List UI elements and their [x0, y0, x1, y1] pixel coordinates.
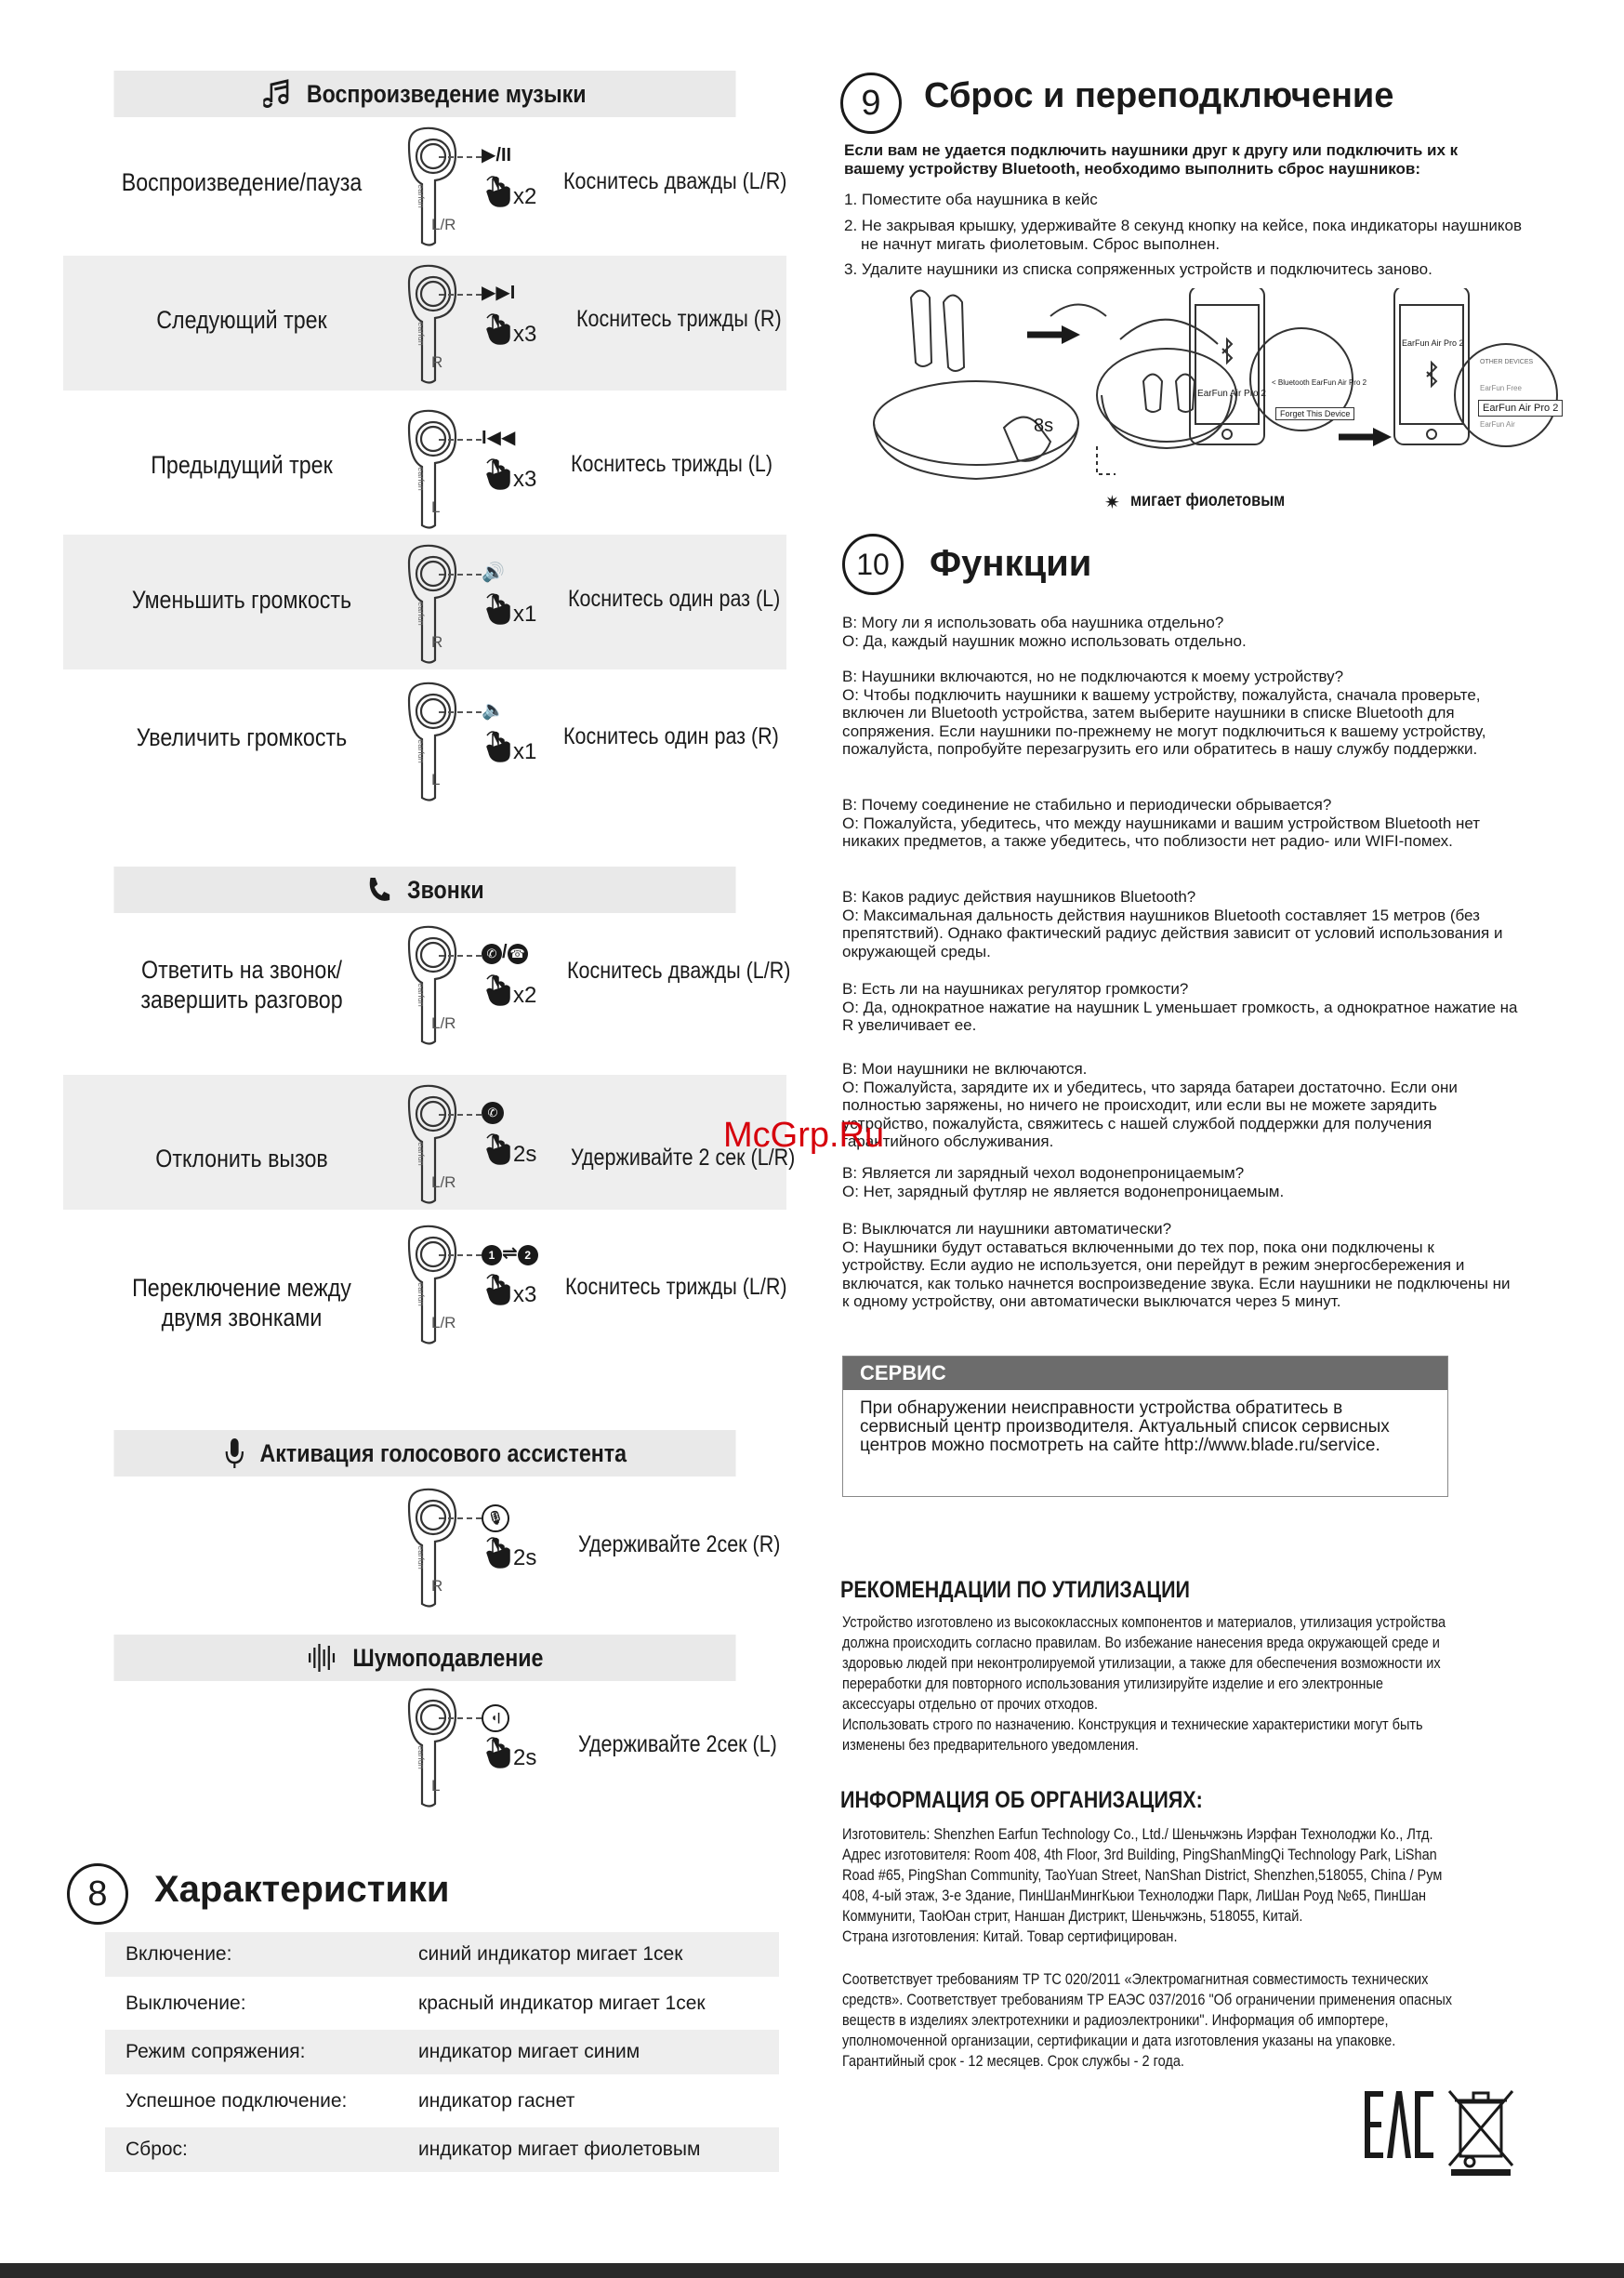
spec-row — [105, 1932, 779, 1977]
faq-item — [842, 1220, 1521, 1311]
tap-count: x2 — [513, 983, 537, 1008]
spec-row — [105, 2030, 779, 2074]
specs-title: Характеристики — [154, 1869, 450, 1910]
earbud-brand-text: earfun — [416, 1545, 426, 1569]
weee-bin-icon — [1444, 2087, 1518, 2181]
earbud-side-label: R — [431, 1577, 443, 1595]
reject-call-icon: ✆ — [482, 1101, 504, 1124]
play-pause-icon: ▶/II — [482, 145, 512, 166]
service-header: СЕРВИС — [843, 1357, 1447, 1390]
faq-question: В: Наушники включаются, но не подключаются к моему устройству? — [842, 668, 1344, 685]
faq-answer: О: Нет, зарядный футляр не является водонепроницаемым. — [842, 1182, 1285, 1200]
tap-hand-icon — [483, 175, 513, 213]
section-number-8: 8 — [67, 1863, 128, 1925]
reset-step-3: 3. Удалите наушники из списка сопряженных устройств и подключитесь заново. — [844, 260, 1433, 278]
spec-row — [105, 2079, 779, 2124]
recycling-title: РЕКОМЕНДАЦИИ ПО УТИЛИЗАЦИИ — [840, 1577, 1190, 1603]
sound-wave-icon — [307, 1642, 338, 1674]
gesture-row-music — [0, 264, 837, 385]
earbud-brand-text: earfun — [416, 184, 426, 208]
spec-row — [105, 1981, 779, 2026]
earbud-side-label: R — [431, 353, 443, 371]
noise-cancel-icon: ◖| — [482, 1704, 509, 1732]
gesture-action: Коснитесь дважды (L/R) — [563, 168, 787, 194]
anc-section-header — [113, 1635, 735, 1681]
tap-count: x1 — [513, 739, 537, 764]
earbud-brand-text: earfun — [416, 983, 426, 1007]
faq-answer: О: Максимальная дальность действия наушников Bluetooth составляет 15 метров (без препятствий). Однако фактический радиус действия зависит от условий использования и окружающей среды. — [842, 906, 1503, 960]
tap-hand-icon — [483, 1736, 513, 1774]
phone1-popup-title: < Bluetooth EarFun Air Pro 2 — [1272, 378, 1367, 387]
spec-row — [105, 2127, 779, 2172]
faq-item — [842, 1164, 1521, 1200]
spec-key: Включение: — [125, 1943, 232, 1965]
spec-value: синий индикатор мигает 1сек — [418, 1943, 683, 1965]
dashed-connector — [439, 711, 482, 713]
tap-count: 2s — [513, 1745, 537, 1770]
phone2-list-item-2[interactable]: EarFun Air Pro 2 — [1478, 400, 1563, 417]
dashed-connector — [439, 1114, 482, 1116]
phone2-list-title: OTHER DEVICES — [1480, 359, 1534, 365]
anc-header-label: Шумоподавление — [352, 1643, 544, 1672]
dashed-connector — [439, 439, 482, 441]
tap-hand-icon — [483, 457, 513, 496]
microphone-icon — [223, 1437, 245, 1470]
faq-item — [842, 668, 1521, 759]
recycling-text: Устройство изготовлено из высококлассных компонентов и материалов, утилизация устройства должна происходить согласно правилам. Во избежание нанесения вреда окружающей среде и здоровью людей при неконтролируемой утилизации, а также для обеспечения возможности их переработки для повторного использования утилизируйте изделие и его электронные аксессуары отдельно от прочих отходов. Использовать строго по назначению. Конструкция и технические характеристики могут быть изменены без предварительного уведомления. — [842, 1614, 1446, 1754]
music-section-header — [113, 71, 735, 117]
org-text: Изготовитель: Shenzhen Earfun Technology Co., Ltd./ Шеньчжэнь Иэрфан Технолоджи Ко., Лтд. Адрес изготовителя: Room 408, 4th Floor, 3rd Building, PingShanMingQi Technology Park, LiShan Road #65, PingShan Community, TaoYuan Street, NanShan District, Shenzhen,518055, China / Рум 408, 4-ый этаж, 3-е Здание, ПинШанМингКьюи Технолоджи Парк, ЛиШан Роуд №65, ПинШан Коммунити, ТаоЮан стрит, Наншан Дистрикт, Шеньчжэнь, 518055, Китай. Страна изготовления: Китай. Товар сертифицирован. — [842, 1826, 1443, 1945]
faq-title: Функции — [930, 543, 1092, 584]
faq-answer: О: Да, каждый наушник можно использовать отдельно. — [842, 631, 1247, 650]
blink-purple-label: мигает фиолетовым — [1130, 491, 1286, 510]
volume-down-icon: 🔊 — [482, 563, 505, 583]
calls-section-header — [113, 867, 735, 913]
dashed-connector — [439, 294, 482, 296]
gesture-row-music — [0, 126, 837, 247]
org-compliance-text: Соответствует требованиям ТР ТС 020/2011 «Электромагнитная совместимость технических средств». Соответствует требованиям ТР ЕАЭС 037/2016 "Об ограничении применения опасных веществ в изделиях электротехники и радиоэлектроники". Информация об импортере, уполномоченной организации, сертификации и дата изготовления указаны на упаковке. Гарантийный срок - 12 месяцев. Срок службы - 2 года. — [842, 1971, 1453, 2070]
faq-question: В: Мои наушники не включаются. — [842, 1060, 1088, 1078]
gesture-label: Уменьшить громкость — [131, 586, 352, 614]
faq-answer: О: Пожалуйста, убедитесь, что между наушниками и вашим устройством Bluetooth нет никаких предметов, а также убедитесь, что поблизости нет радио- или WIFI-помех. — [842, 814, 1481, 851]
faq-question: В: Почему соединение не стабильно и периодически обрывается? — [842, 796, 1332, 814]
gesture-label: Отклонить вызов — [155, 1145, 328, 1172]
gesture-row-music — [0, 409, 837, 530]
spec-value: индикатор мигает синим — [418, 2041, 640, 2062]
faq-question: В: Выключатся ли наушники автоматически? — [842, 1220, 1172, 1238]
page-bottom-bar — [0, 2263, 1624, 2278]
gesture-action: Коснитесь один раз (L) — [568, 586, 781, 612]
earbud-brand-text: earfun — [416, 739, 426, 763]
spec-value: индикатор гаснет — [418, 2089, 575, 2112]
earbud-brand-text: earfun — [416, 1142, 426, 1166]
tap-hand-icon — [483, 1132, 513, 1171]
earbud-side-label: L/R — [431, 1014, 456, 1032]
gesture-row-music — [0, 544, 837, 665]
dashed-connector — [439, 156, 482, 158]
service-text: При обнаружении неисправности устройства обратитесь в сервисный центр производителя. Актуальный список сервисных центров можно посмотреть на сайте http://www.blade.ru/service. — [860, 1398, 1390, 1455]
hold-8s-label: 8s — [1034, 416, 1054, 436]
earbud-side-label: L/R — [431, 1314, 456, 1331]
spec-key: Успешное подключение: — [125, 2089, 348, 2112]
spec-key: Режим сопряжения: — [125, 2041, 306, 2062]
faq-item — [842, 614, 1521, 650]
tap-hand-icon — [483, 973, 513, 1012]
dashed-connector — [439, 1717, 482, 1719]
gesture-action: Коснитесь трижды (L/R) — [565, 1274, 787, 1300]
answer-end-call-icon: ✆ / ☎ — [482, 942, 528, 964]
faq-question: В: Есть ли на наушниках регулятор громкости? — [842, 980, 1189, 998]
music-header-label: Воспроизведение музыки — [306, 79, 587, 108]
tap-hand-icon — [483, 312, 513, 351]
switch-call-icon: 1 ⇌ 2 — [482, 1241, 538, 1265]
tap-count: x1 — [513, 602, 537, 627]
service-box — [842, 1356, 1448, 1497]
eac-logo — [1363, 2087, 1437, 2162]
spec-value: индикатор мигает фиолетовым — [418, 2139, 701, 2160]
gesture-row-call — [0, 925, 837, 1046]
phone2-list-item-1[interactable]: EarFun Free — [1480, 384, 1522, 392]
music-note-icon — [263, 77, 292, 111]
reset-illustration — [865, 288, 1562, 521]
reset-step-2: 2. Не закрывая крышку, удерживайте 8 секунд кнопку на кейсе, пока индикаторы наушников не начнут мигать фиолетовым. Сброс выполнен. — [844, 217, 1523, 253]
section-number-10: 10 — [842, 534, 904, 595]
section-number-9: 9 — [840, 73, 902, 134]
gesture-action: Удерживайте 2сек (R) — [578, 1531, 781, 1557]
spec-value: красный индикатор мигает 1сек — [418, 1992, 706, 2014]
earbud-brand-text: earfun — [416, 602, 426, 626]
faq-item — [842, 888, 1521, 960]
gesture-label: Следующий трек — [156, 306, 327, 334]
gesture-label: Увеличить громкость — [136, 723, 348, 751]
reset-step-1: 1. Поместите оба наушника в кейс — [844, 191, 1098, 208]
earbud-side-label: L — [431, 771, 441, 788]
faq-answer: О: Чтобы подключить наушники к вашему устройству, пожалуйста, сначала проверьте, включен ли Bluetooth устройства, затем выберите наушники в списке Bluetooth для сопряжения. Если наушники по-прежнему не могут подключиться к вашему устройству, пожалуйста, попробуйте перезагрузить его или обратитесь в нашу службу поддержки. — [842, 685, 1486, 759]
tap-hand-icon — [483, 730, 513, 768]
spec-key: Выключение: — [125, 1992, 246, 2014]
earbud-side-label: L — [431, 498, 441, 516]
tap-count: 2s — [513, 1142, 537, 1167]
blink-indicator-icon: ✷ — [1104, 493, 1120, 513]
phone1-forget-button[interactable]: Forget This Device — [1275, 407, 1354, 420]
gesture-action: Коснитесь трижды (R) — [576, 306, 782, 332]
dashed-connector — [439, 1254, 482, 1256]
dashed-connector — [439, 574, 482, 576]
gesture-label: Переключение между двумя звонками — [132, 1274, 351, 1331]
phone-icon — [365, 874, 392, 906]
org-title: ИНФОРМАЦИЯ ОБ ОРГАНИЗАЦИЯХ: — [840, 1787, 1203, 1813]
faq-item — [842, 796, 1521, 851]
gesture-label: Воспроизведение/пауза — [121, 168, 363, 196]
reset-title: Сброс и переподключение — [924, 76, 1394, 115]
earbud-brand-text: earfun — [416, 467, 426, 491]
earbud-side-label: L/R — [431, 216, 456, 233]
faq-item — [842, 1060, 1521, 1151]
volume-up-icon: 🔈 — [482, 700, 505, 721]
faq-answer: О: Пожалуйста, зарядите их и убедитесь, что заряда батареи достаточно. Если они полностью заряжены, но ничего не происходит, или если вы не можете зарядить устройство, пожалуйста, свяжитесь с нашей службой поддержки для получения гарантийного обслуживания. — [842, 1078, 1458, 1151]
tap-count: x3 — [513, 1282, 537, 1307]
tap-count: 2s — [513, 1545, 537, 1570]
phone2-list-item-3[interactable]: EarFun Air — [1480, 420, 1515, 429]
tap-hand-icon — [483, 592, 513, 630]
faq-question: В: Является ли зарядный чехол водонепроницаемым? — [842, 1164, 1245, 1182]
reset-intro: Если вам не удается подключить наушники друг к другу или подключить их к вашему устройству Bluetooth, необходимо выполнить сброс наушников: — [844, 141, 1459, 178]
faq-answer: О: Наушники будут оставаться включенными до тех пор, пока они подключены к устройству. Если аудио не используется, они перейдут в режим энергосбережения и включатся, как только начнется воспроизведение звука. Если наушники не подключены ни к одному устройству, они автоматически выключатся через 5 минут. — [842, 1238, 1511, 1311]
faq-question: В: Могу ли я использовать оба наушника отдельно? — [842, 614, 1224, 631]
tap-count: x3 — [513, 322, 537, 347]
gesture-row-call — [0, 1084, 837, 1205]
next-track-icon: ▶▶I — [482, 283, 516, 303]
gesture-label: Ответить на звонок/ завершить разговор — [140, 956, 343, 1013]
voice-assistant-icon: 🎙 — [482, 1504, 509, 1532]
earbud-brand-text: earfun — [416, 1282, 426, 1306]
earbud-side-label: R — [431, 633, 443, 651]
gesture-row-music — [0, 682, 837, 802]
assistant-header-label: Активация голосового ассистента — [259, 1438, 627, 1467]
gesture-action: Удерживайте 2сек (L) — [578, 1731, 777, 1757]
tap-count: x2 — [513, 184, 537, 209]
earbud-brand-text: earfun — [416, 322, 426, 346]
assistant-section-header — [113, 1430, 735, 1477]
earbud-side-label: L/R — [431, 1173, 456, 1191]
calls-header-label: Звонки — [407, 875, 484, 904]
previous-track-icon: I◀◀ — [482, 428, 516, 448]
phone1-device-label: EarFun Air Pro 2 — [1197, 389, 1266, 399]
tap-hand-icon — [483, 1536, 513, 1574]
gesture-action: Коснитесь один раз (R) — [563, 723, 779, 749]
faq-answer: О: Да, однократное нажатие на наушник L уменьшает громкость, а однократное нажатие на R увеличивает ее. — [842, 998, 1518, 1035]
site-watermark: McGrp.Ru — [723, 1116, 885, 1155]
gesture-row-assistant — [0, 1488, 837, 1609]
gesture-row-call — [0, 1225, 837, 1345]
gesture-label: Предыдущий трек — [151, 451, 333, 479]
dashed-connector — [439, 955, 482, 957]
dashed-connector — [439, 1517, 482, 1519]
gesture-action: Коснитесь трижды (L) — [571, 451, 773, 477]
earbud-side-label: L — [431, 1777, 441, 1795]
earbud-brand-text: earfun — [416, 1745, 426, 1769]
phone2-header: EarFun Air Pro 2 — [1402, 338, 1464, 348]
faq-item — [842, 980, 1521, 1035]
tap-count: x3 — [513, 467, 537, 492]
gesture-action: Удерживайте 2 сек (L/R) — [571, 1145, 796, 1171]
faq-question: В: Каков радиус действия наушников Bluetooth? — [842, 888, 1196, 906]
spec-key: Сброс: — [125, 2139, 188, 2160]
gesture-row-anc — [0, 1688, 837, 1808]
gesture-action: Коснитесь дважды (L/R) — [567, 958, 791, 984]
tap-hand-icon — [483, 1273, 513, 1311]
